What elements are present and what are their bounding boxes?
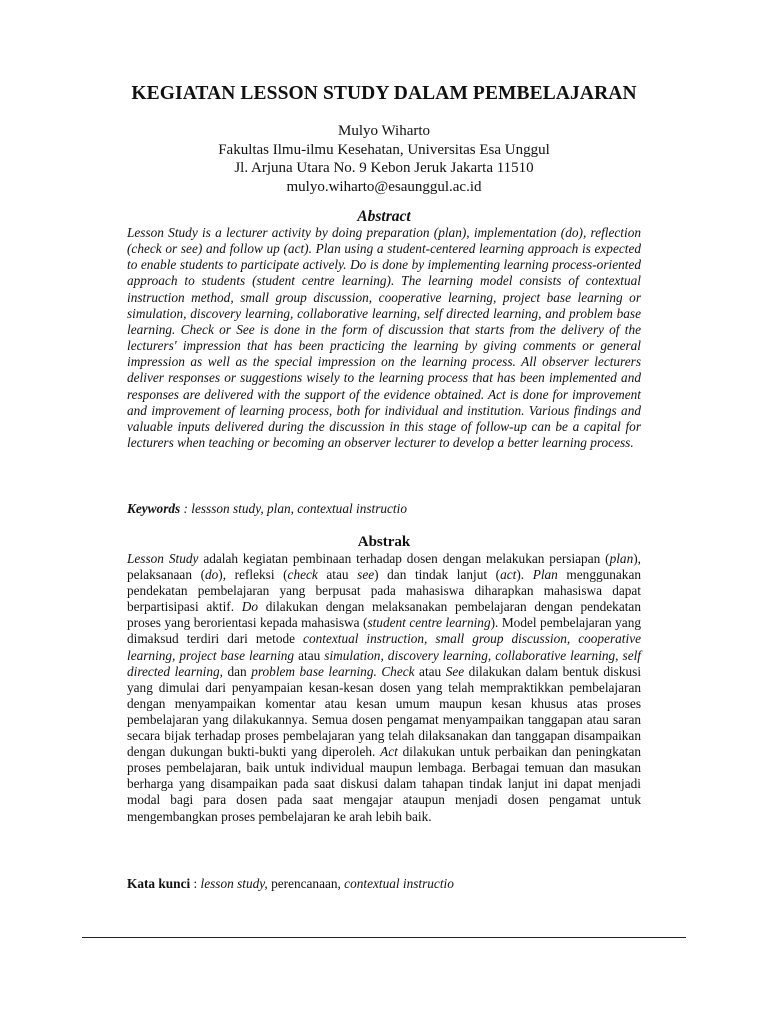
abstrak-italic-term: check [287, 567, 318, 583]
abstrak-text-run: ) dan tindak lanjut ( [374, 567, 501, 583]
author-address: Jl. Arjuna Utara No. 9 Kebon Jeruk Jakarta 11510 [234, 160, 534, 176]
abstrak-text-run: atau [414, 663, 446, 679]
abstrak-heading: Abstrak [357, 534, 411, 550]
keywords-label: Keywords [127, 501, 181, 516]
abstrak-text-run: ), refleksi ( [218, 567, 288, 583]
abstrak-italic-term: See [445, 663, 465, 679]
author-name: Mulyo Wiharto [337, 123, 431, 139]
abstract-heading: Abstract [357, 208, 411, 225]
abstrak-italic-term: do [205, 567, 219, 583]
abstrak-italic-term: Lesson Study [127, 551, 199, 566]
keywords-line [127, 501, 641, 517]
abstrak-text-run: adalah kegiatan pembinaan terhadap dosen dengan melakukan persiapan ( [198, 551, 610, 566]
paper-title: KEGIATAN LESSON STUDY DALAM PEMBELAJARAN [131, 83, 637, 104]
abstrak-italic-term: problem base learning. Check [251, 663, 415, 679]
abstrak-text-run: dilakukan untuk perbaikan dan peningkatan proses pembelajaran, baik untuk individual maupun lembaga. Berbagai temuan dan masukan berharga yang disampaikan pada saat diskusi dalam tahapan tindak lanjut ini dapat menjadi modal bagi para dosen pada saat mengajar ataupun menjadi dosen pengamat untuk mengembangkan proses pembelajaran ke arah lebih baik. [127, 744, 641, 824]
abstrak-text-run: atau [317, 567, 358, 583]
abstrak-text-run: atau [294, 647, 325, 663]
abstrak-text-run: menggunakan pendekatan pembelajaran yang berpusat pada mahasiswa diharapkan mahasiswa dapat berpartisipasi aktif. [127, 567, 642, 615]
abstrak-italic-term: Act [380, 744, 398, 760]
keywords-separator: : [180, 501, 192, 516]
abstrak-italic-term: Plan [532, 567, 558, 583]
kata-kunci-line [127, 876, 641, 892]
abstrak-text-run: ). [516, 567, 533, 583]
abstract-body: Lesson Study is a lecturer activity by doing preparation (plan), implementation (do), reflection (check or see) and follow up (act). Plan using a student-centered learning approach is expected to enable students to participate actively. Do is done by implementing learning process-oriented approach to students (student centre learning). The learning model consists of contextual instruction method, small group discussion, cooperative learning, project base learning or simulation, discovery learning, collaborative learning, self directed learning, and problem base learning. Check or See is done in the form of discussion that starts from the delivery of the lecturers' impression that has been practicing the learning by giving comments or general impression as well as the special impression on the learning process. All observer lecturers deliver responses or suggestions wisely to the learning process that has been implemented and responses are delivered with the support of the evidence obtained. Act is done for improvement and improvement of learning process, both for individual and institution. Various findings and valuable inputs delivered during the discussion in this stage of follow-up can be a capital for lecturers when teaching or becoming an observer lecturer to develop a better learning process. [127, 225, 641, 451]
kata-kunci-separator: : [190, 876, 201, 891]
abstrak-text-run: dan [222, 663, 252, 679]
kata-kunci-term-2: perencanaan, [267, 876, 345, 891]
keywords-value: lessson study, plan, contextual instructio [191, 501, 407, 516]
abstrak-italic-term: see [357, 567, 375, 583]
abstrak-text-run: dilakukan dengan melaksanakan pembelajaran dengan pendekatan proses yang berorientasi kepada mahasiswa ( [127, 599, 641, 631]
abstrak-italic-term: contextual instruction, small group discussion, cooperative learning, project base learning [127, 631, 641, 663]
abstrak-text-run: ), pelaksanaan ( [127, 551, 641, 583]
author-affiliation: Fakultas Ilmu-ilmu Kesehatan, Universitas Esa Unggul [218, 141, 550, 158]
abstrak-italic-term: simulation, discovery learning, collaborative learning, self directed learning, [127, 647, 641, 679]
kata-kunci-label: Kata kunci [127, 876, 191, 891]
abstrak-text-run: ). Model pembelajaran yang dimaksud terdiri dari metode [127, 615, 641, 647]
author-block [0, 122, 768, 196]
kata-kunci-term-3: contextual instructio [344, 876, 454, 891]
abstrak-italic-term: act [500, 567, 517, 583]
author-email: mulyo.wiharto@esaunggul.ac.id [286, 178, 482, 195]
abstrak-italic-term: plan [609, 551, 634, 566]
abstrak-italic-term: Do [241, 599, 259, 615]
abstrak-text-run: dilakukan dalam bentuk diskusi yang dimulai dari penyampaian kesan-kesan dosen yang telah mempraktikkan pembelajaran dengan menyampaikan komentar atau kesan umum maupun kesan khusus atas proses pembelajaran yang dilakukannya. Semua dosen pengamat menyampaikan tanggapan atau saran secara bijak terhadap proses pembelajaran yang telah dilaksanakan dan tanggapan disampaikan dengan dukungan bukti-bukti yang diperoleh. [127, 663, 642, 760]
abstrak-body [127, 551, 641, 825]
abstrak-italic-term: student centre learning [367, 615, 491, 631]
footer-divider [82, 937, 686, 938]
kata-kunci-term-1: lesson study, [200, 876, 268, 891]
